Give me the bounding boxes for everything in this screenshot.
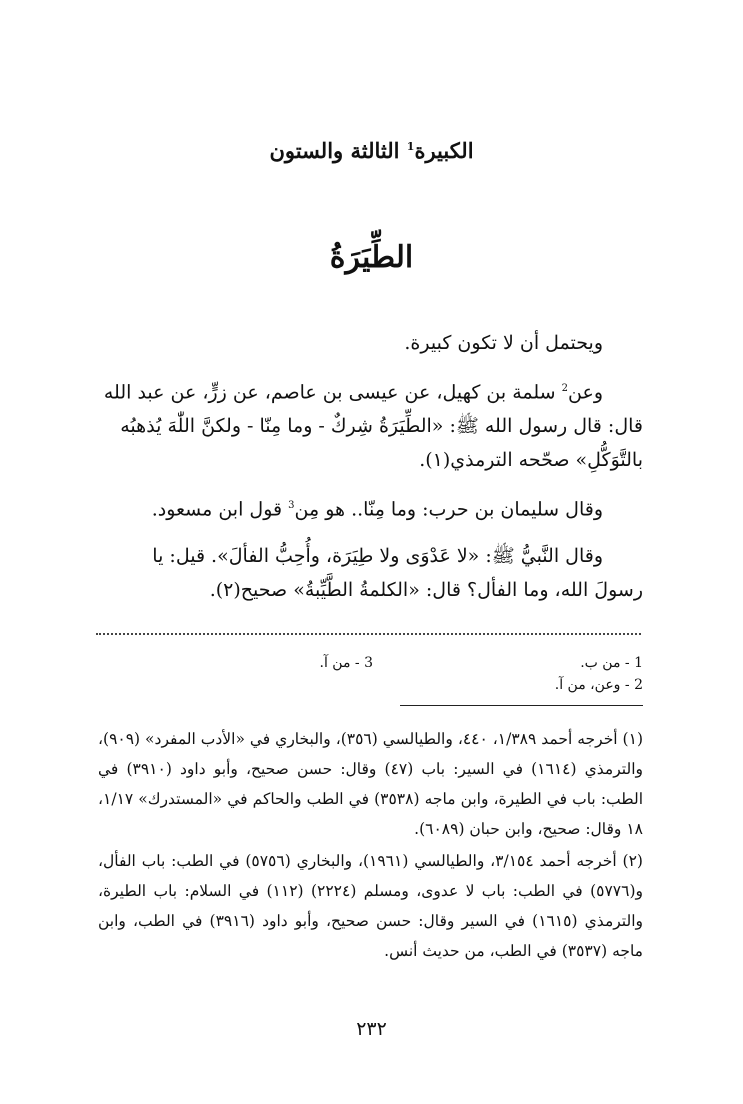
section-title: الطِّيَرَةُ [329, 240, 414, 275]
footnote-rule [400, 705, 643, 706]
body-text [100, 326, 643, 619]
paragraph-2-marker: 2 [561, 383, 569, 394]
page-number: ٢٣٢ [356, 1018, 387, 1040]
variant-notes [98, 652, 643, 696]
footnote-1: (١) أخرجه أحمد ١/٣٨٩، ٤٤٠، والطيالسي (٣٥٦)، والبخاري في «الأدب المفرد» (٩٠٩)، والترمذي (١٦١٤) في السير: باب (٤٧) وقال: حسن صحيح، وأبو داود (٣٩١٠) في الطب: باب في الطيرة، وابن ماجه (٣٥٣٨) في الطب والحاكم في «المستدرك» ١/١٧، ١٨ وقال: صحيح، وابن حبان (٦٠٨٩). [98, 730, 644, 838]
paragraph-1-text: ويحتمل أن لا تكون كبيرة. [404, 332, 603, 354]
variant-notes-row-2 [98, 674, 643, 696]
paragraph-1 [100, 326, 643, 360]
chapter-title-prefix: الكبيرة [414, 138, 474, 163]
variant-note-2: 2 - وعن، من آ. [554, 677, 643, 693]
paragraph-2 [100, 372, 643, 477]
paragraph-4 [100, 539, 643, 607]
paragraph-3 [100, 489, 643, 526]
paragraph-3-lead: وقال سليمان بن حرب: وما مِنّا.. هو مِن [294, 498, 603, 521]
variant-note-3: 3 - من آ. [319, 655, 373, 671]
chapter-title-suffix: الثالثة والستون [269, 138, 407, 163]
variant-note-1: 1 - من ب. [580, 655, 643, 671]
dotted-separator [96, 633, 641, 637]
paragraph-2-lead: وعن [568, 381, 603, 404]
paragraph-4-text: وقال النَّبيُّ ﷺ: «لا عَدْوَى ولا طِيَرَة، وأُحِبُّ الفألَ». قيل: يا رسولَ الله، وما الفأل؟ قال: «الكلمةُ الطَّيِّبةُ» صحيح(٢). [152, 544, 643, 601]
paragraph-2-text: سلمة بن كهيل، عن عيسى بن عاصم، عن زرٍّ، عن عبد الله قال: قال رسول الله ﷺ: «الطِّيَرَةُ شِركٌ - وما مِنّا - ولكنَّ اللّٰهَ يُذهبُه بالتَّوَكُّلِ» صحّحه الترمذي(١). [103, 381, 643, 472]
variant-notes-row-1 [98, 652, 643, 674]
paragraph-3-text: قول ابن مسعود. [151, 498, 289, 521]
footnotes [98, 724, 643, 968]
chapter-title-marker: 1 [406, 140, 415, 153]
footnote-2: (٢) أخرجه أحمد ٣/١٥٤، والطيالسي (١٩٦١)، والبخاري (٥٧٥٦) في الطب: باب الفأل، و(٥٧٧٦) في الطب: باب لا عدوى، ومسلم (٢٢٢٤) (١١٢) في السلام: باب الطيرة، والترمذي (١٦١٥) في السير وقال: حسن صحيح، وأبو داود (٣٩١٦) في الطب، وابن ماجه (٣٥٣٧) في الطب، من حديث أنس. [98, 852, 643, 960]
chapter-title [0, 138, 743, 163]
paragraph-3-marker: 3 [288, 500, 295, 512]
